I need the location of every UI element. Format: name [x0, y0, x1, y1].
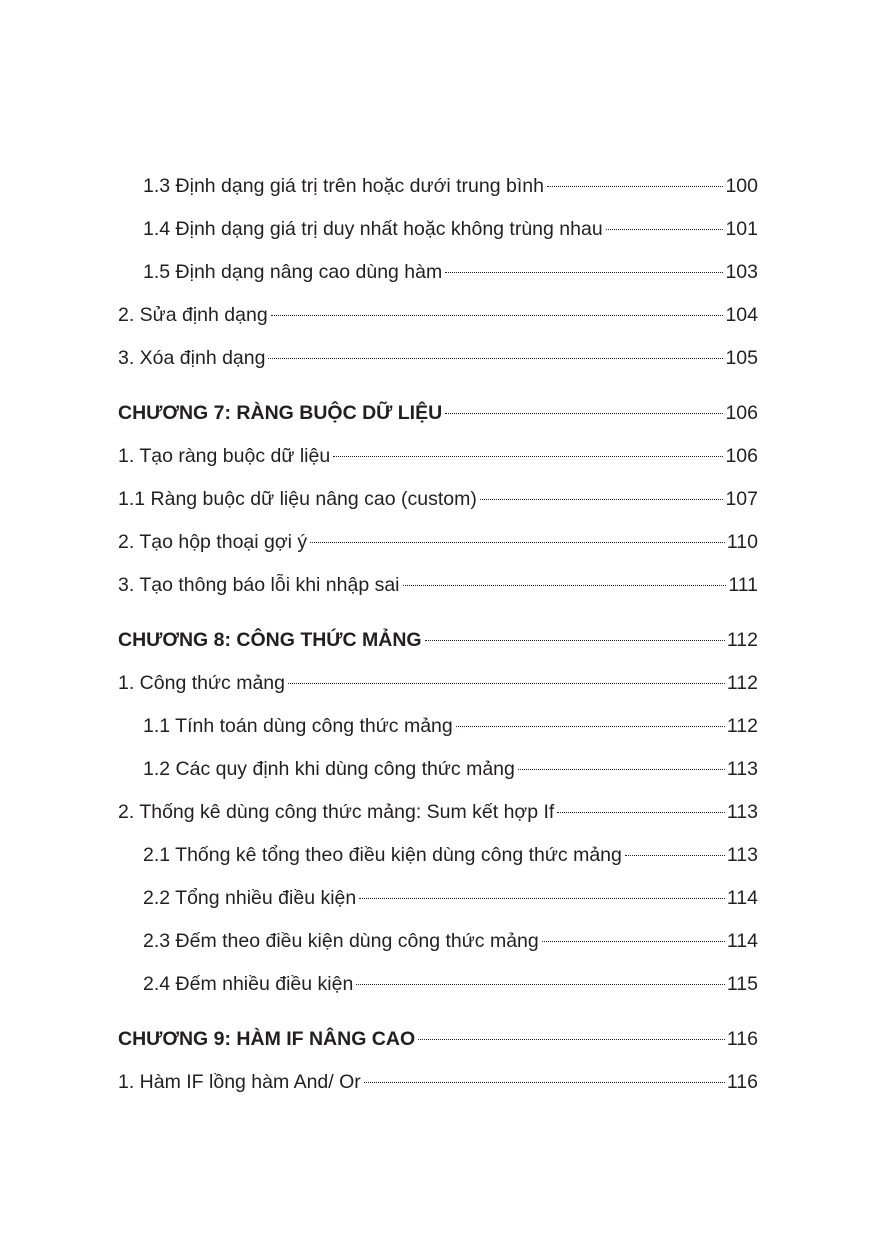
toc-entry[interactable] [118, 521, 758, 564]
toc-entry-page: 103 [725, 261, 758, 283]
chapter-title: CHƯƠNG 9: HÀM IF NÂNG CAO [118, 1028, 416, 1050]
toc-entry-label: 3. Xóa định dạng [118, 347, 266, 369]
toc-entry-page: 107 [725, 488, 758, 510]
toc-entry-label: 2.4 Đếm nhiều điều kiện [143, 973, 354, 995]
toc-entry-label: 2. Thống kê dùng công thức mảng: Sum kết hợp If [118, 801, 555, 823]
dot-leader [356, 984, 725, 985]
dot-leader [425, 640, 725, 641]
toc-entry-label: 1. Hàm IF lồng hàm And/ Or [118, 1071, 361, 1093]
toc-entry-page: 110 [726, 531, 758, 553]
toc-entry-page: 114 [726, 930, 758, 952]
toc-entry[interactable] [118, 963, 758, 1006]
dot-leader [625, 855, 725, 856]
dot-leader [542, 941, 725, 942]
toc-entry-page: 113 [726, 758, 758, 780]
toc-entry-label: 1. Công thức mảng [118, 672, 285, 694]
dot-leader [310, 542, 725, 543]
toc-entry-page: 113 [726, 844, 758, 866]
toc-entry-page: 112 [726, 629, 758, 651]
toc-entry-label: 1.3 Định dạng giá trị trên hoặc dưới trung bình [143, 175, 544, 197]
toc-entry[interactable] [118, 337, 758, 380]
toc-entry-page: 111 [728, 574, 758, 596]
dot-leader [606, 229, 724, 230]
dot-leader [268, 358, 723, 359]
toc-entry[interactable] [118, 294, 758, 337]
toc-entry-label: 2.1 Thống kê tổng theo điều kiện dùng công thức mảng [143, 844, 622, 866]
dot-leader [418, 1039, 725, 1040]
dot-leader [288, 683, 725, 684]
toc-entry-label: 1.1 Ràng buộc dữ liệu nâng cao (custom) [118, 488, 477, 510]
dot-leader [480, 499, 724, 500]
toc-entry-page: 116 [726, 1071, 758, 1093]
toc-entry-label: 3. Tạo thông báo lỗi khi nhập sai [118, 574, 400, 596]
toc-entry-label: 1.1 Tính toán dùng công thức mảng [143, 715, 453, 737]
table-of-contents [118, 165, 758, 1104]
chapter-title: CHƯƠNG 7: RÀNG BUỘC DỮ LIỆU [118, 402, 443, 424]
toc-entry-label: 1.4 Định dạng giá trị duy nhất hoặc không trùng nhau [143, 218, 603, 240]
toc-entry[interactable] [118, 251, 758, 294]
dot-leader [403, 585, 727, 586]
toc-entry-label: 1.5 Định dạng nâng cao dùng hàm [143, 261, 443, 283]
toc-entry[interactable] [118, 478, 758, 521]
toc-entry[interactable] [118, 705, 758, 748]
toc-entry-page: 114 [726, 887, 758, 909]
dot-leader [547, 186, 724, 187]
toc-entry-page: 112 [726, 715, 758, 737]
toc-entry[interactable] [118, 920, 758, 963]
toc-chapter-heading[interactable] [118, 619, 758, 662]
toc-entry[interactable] [118, 662, 758, 705]
toc-entry-page: 100 [725, 175, 758, 197]
toc-entry[interactable] [118, 877, 758, 920]
toc-entry-page: 106 [725, 402, 758, 424]
toc-entry[interactable] [118, 834, 758, 877]
toc-entry-page: 112 [726, 672, 758, 694]
dot-leader [271, 315, 724, 316]
dot-leader [445, 413, 723, 414]
dot-leader [445, 272, 723, 273]
toc-entry[interactable] [118, 208, 758, 251]
toc-entry-label: 2.2 Tổng nhiều điều kiện [143, 887, 357, 909]
dot-leader [364, 1082, 725, 1083]
toc-chapter-heading[interactable] [118, 392, 758, 435]
toc-entry-page: 115 [726, 973, 758, 995]
toc-entry-label: 2. Sửa định dạng [118, 304, 268, 326]
toc-entry[interactable] [118, 165, 758, 208]
toc-entry-page: 104 [725, 304, 758, 326]
toc-entry-page: 105 [725, 347, 758, 369]
toc-entry-label: 1.2 Các quy định khi dùng công thức mảng [143, 758, 515, 780]
toc-entry-label: 1. Tạo ràng buộc dữ liệu [118, 445, 331, 467]
toc-entry-label: 2.3 Đếm theo điều kiện dùng công thức mảng [143, 930, 539, 952]
dot-leader [333, 456, 723, 457]
toc-entry-page: 113 [726, 801, 758, 823]
toc-entry[interactable] [118, 1061, 758, 1104]
dot-leader [456, 726, 725, 727]
toc-entry[interactable] [118, 748, 758, 791]
chapter-title: CHƯƠNG 8: CÔNG THỨC MẢNG [118, 629, 422, 651]
toc-entry[interactable] [118, 564, 758, 607]
dot-leader [359, 898, 725, 899]
toc-entry[interactable] [118, 435, 758, 478]
dot-leader [518, 769, 725, 770]
toc-entry-label: 2. Tạo hộp thoại gợi ý [118, 531, 308, 553]
toc-entry-page: 101 [725, 218, 758, 240]
toc-entry-page: 116 [726, 1028, 758, 1050]
toc-entry[interactable] [118, 791, 758, 834]
toc-chapter-heading[interactable] [118, 1018, 758, 1061]
dot-leader [557, 812, 725, 813]
toc-entry-page: 106 [725, 445, 758, 467]
